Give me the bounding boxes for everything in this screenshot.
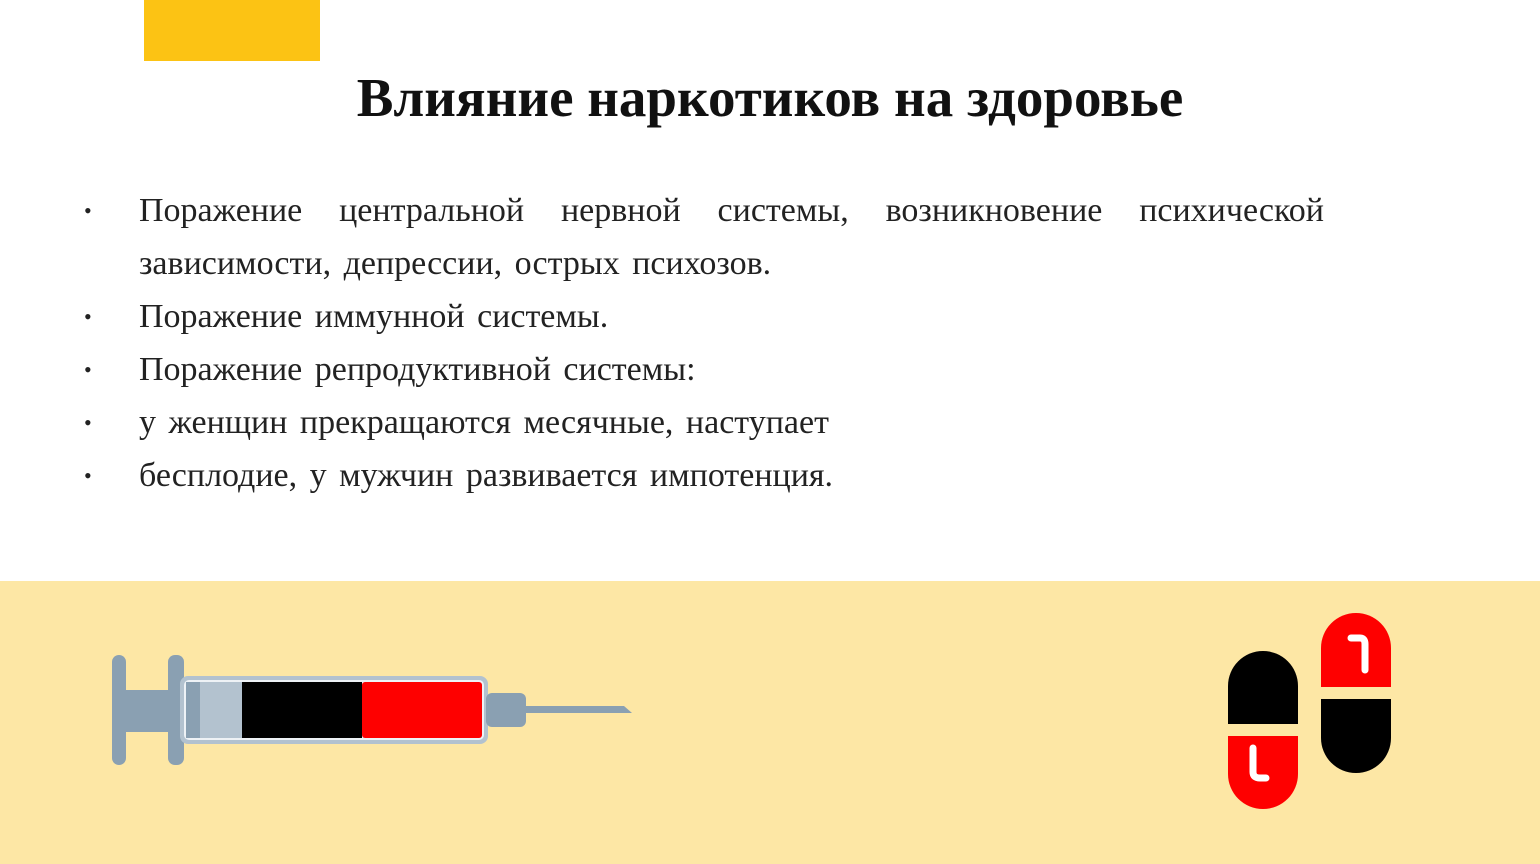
bullet-marker: • [84,357,92,382]
bullet-item [84,396,1324,449]
bullet-item [84,184,1324,290]
bullet-marker: • [84,410,92,435]
accent-bar [144,0,320,61]
pills-icon [1220,606,1400,811]
bullet-text: Поражение репродуктивной системы: [139,351,696,388]
slide-title: Влияние наркотиков на здоровье [356,67,1184,128]
bullet-text: Поражение иммунной системы. [139,298,609,335]
syringe-icon [100,650,645,770]
bullet-list [84,184,1324,502]
bullet-marker: • [84,304,92,329]
bullet-text: бесплодие, у мужчин развивается импотенция. [139,457,834,494]
bullet-text: Поражение центральной нервной системы, возникновение психической зависимости, депрессии, острых психозов. [139,192,1324,282]
bullet-item [84,290,1324,343]
bullet-item [84,449,1324,502]
bullet-marker: • [84,463,92,488]
bullet-text: у женщин прекращаются месячные, наступает [139,404,829,441]
bullet-marker: • [84,198,92,223]
bullet-item [84,343,1324,396]
